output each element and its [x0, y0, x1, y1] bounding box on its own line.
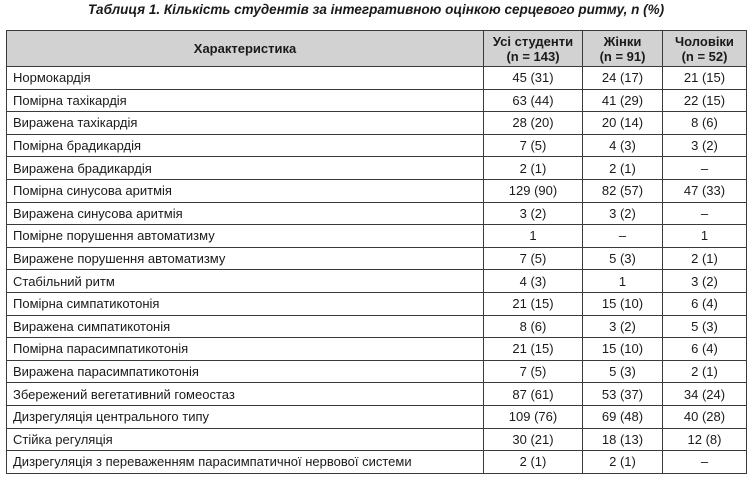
cell-women: 5 (3)	[583, 360, 663, 383]
cell-characteristic: Дизрегуляція центрального типу	[7, 405, 484, 428]
cell-characteristic: Стійка регуляція	[7, 428, 484, 451]
cell-men: 3 (2)	[663, 270, 747, 293]
cell-characteristic: Помірна тахікардія	[7, 89, 484, 112]
cell-all-students: 30 (21)	[484, 428, 583, 451]
cell-women: 1	[583, 270, 663, 293]
cell-all-students: 21 (15)	[484, 338, 583, 361]
cell-men: –	[663, 451, 747, 474]
cell-men: 1	[663, 225, 747, 248]
cell-women: 24 (17)	[583, 67, 663, 90]
cell-all-students: 3 (2)	[484, 202, 583, 225]
students-heart-rhythm-table	[6, 30, 747, 474]
cell-all-students: 7 (5)	[484, 134, 583, 157]
table-row	[7, 315, 747, 338]
header-men-n: (n = 52)	[681, 48, 728, 64]
cell-women: 15 (10)	[583, 338, 663, 361]
cell-characteristic: Помірна синусова аритмія	[7, 179, 484, 202]
table-row	[7, 157, 747, 180]
table-row	[7, 405, 747, 428]
cell-all-students: 129 (90)	[484, 179, 583, 202]
header-characteristic: Характеристика	[7, 31, 484, 67]
cell-men: –	[663, 202, 747, 225]
cell-characteristic: Помірна симпатикотонія	[7, 292, 484, 315]
table-row	[7, 202, 747, 225]
cell-all-students: 2 (1)	[484, 451, 583, 474]
cell-men: 2 (1)	[663, 360, 747, 383]
cell-women: 15 (10)	[583, 292, 663, 315]
header-men-title: Чоловіки	[675, 33, 734, 49]
cell-women: 18 (13)	[583, 428, 663, 451]
cell-characteristic: Дизрегуляція з переваженням парасимпатичної нервової системи	[7, 451, 484, 474]
cell-characteristic: Виражена брадикардія	[7, 157, 484, 180]
header-all-students	[484, 31, 583, 67]
table-row	[7, 428, 747, 451]
cell-characteristic: Збережений вегетативний гомеостаз	[7, 383, 484, 406]
table-row	[7, 292, 747, 315]
cell-men: 8 (6)	[663, 112, 747, 135]
header-row	[7, 31, 747, 67]
cell-characteristic: Виражена тахікардія	[7, 112, 484, 135]
cell-men: 5 (3)	[663, 315, 747, 338]
cell-men: 22 (15)	[663, 89, 747, 112]
cell-all-students: 63 (44)	[484, 89, 583, 112]
cell-characteristic: Виражена симпатикотонія	[7, 315, 484, 338]
table-row	[7, 360, 747, 383]
table-row	[7, 451, 747, 474]
table-caption: Таблиця 1. Кількість студентів за інтегративною оцінкою серцевого ритму, n (%)	[87, 2, 665, 17]
cell-men: 6 (4)	[663, 292, 747, 315]
table-row	[7, 338, 747, 361]
cell-men: 21 (15)	[663, 67, 747, 90]
header-women-title: Жінки	[603, 33, 642, 49]
header-women	[583, 31, 663, 67]
cell-men: 34 (24)	[663, 383, 747, 406]
cell-women: –	[583, 225, 663, 248]
cell-all-students: 7 (5)	[484, 360, 583, 383]
cell-characteristic: Виражена парасимпатикотонія	[7, 360, 484, 383]
cell-men: 6 (4)	[663, 338, 747, 361]
cell-women: 3 (2)	[583, 315, 663, 338]
cell-women: 41 (29)	[583, 89, 663, 112]
cell-men: 47 (33)	[663, 179, 747, 202]
table-body	[7, 67, 747, 474]
cell-characteristic: Стабільний ритм	[7, 270, 484, 293]
cell-all-students: 7 (5)	[484, 247, 583, 270]
table-row	[7, 247, 747, 270]
cell-all-students: 28 (20)	[484, 112, 583, 135]
cell-all-students: 45 (31)	[484, 67, 583, 90]
table-row	[7, 383, 747, 406]
cell-characteristic: Виражена синусова аритмія	[7, 202, 484, 225]
cell-women: 2 (1)	[583, 157, 663, 180]
cell-all-students: 87 (61)	[484, 383, 583, 406]
cell-women: 82 (57)	[583, 179, 663, 202]
cell-all-students: 1	[484, 225, 583, 248]
cell-all-students: 8 (6)	[484, 315, 583, 338]
cell-all-students: 21 (15)	[484, 292, 583, 315]
table-row	[7, 270, 747, 293]
cell-men: 2 (1)	[663, 247, 747, 270]
table-row	[7, 225, 747, 248]
cell-women: 53 (37)	[583, 383, 663, 406]
cell-women: 20 (14)	[583, 112, 663, 135]
cell-women: 4 (3)	[583, 134, 663, 157]
table-row	[7, 134, 747, 157]
table-row	[7, 67, 747, 90]
table-row	[7, 179, 747, 202]
cell-characteristic: Нормокардія	[7, 67, 484, 90]
cell-men: 3 (2)	[663, 134, 747, 157]
header-all-n: (n = 143)	[506, 48, 560, 64]
header-men	[663, 31, 747, 67]
table-row	[7, 89, 747, 112]
cell-characteristic: Помірна парасимпатикотонія	[7, 338, 484, 361]
cell-men: –	[663, 157, 747, 180]
cell-characteristic: Помірна брадикардія	[7, 134, 484, 157]
cell-all-students: 4 (3)	[484, 270, 583, 293]
cell-women: 3 (2)	[583, 202, 663, 225]
cell-men: 40 (28)	[663, 405, 747, 428]
table-header	[7, 31, 747, 67]
cell-men: 12 (8)	[663, 428, 747, 451]
cell-all-students: 109 (76)	[484, 405, 583, 428]
table-row	[7, 112, 747, 135]
cell-women: 69 (48)	[583, 405, 663, 428]
header-all-title: Усі студенти	[492, 33, 574, 49]
cell-characteristic: Виражене порушення автоматизму	[7, 247, 484, 270]
cell-women: 2 (1)	[583, 451, 663, 474]
cell-women: 5 (3)	[583, 247, 663, 270]
cell-all-students: 2 (1)	[484, 157, 583, 180]
header-women-n: (n = 91)	[599, 48, 646, 64]
cell-characteristic: Помірне порушення автоматизму	[7, 225, 484, 248]
